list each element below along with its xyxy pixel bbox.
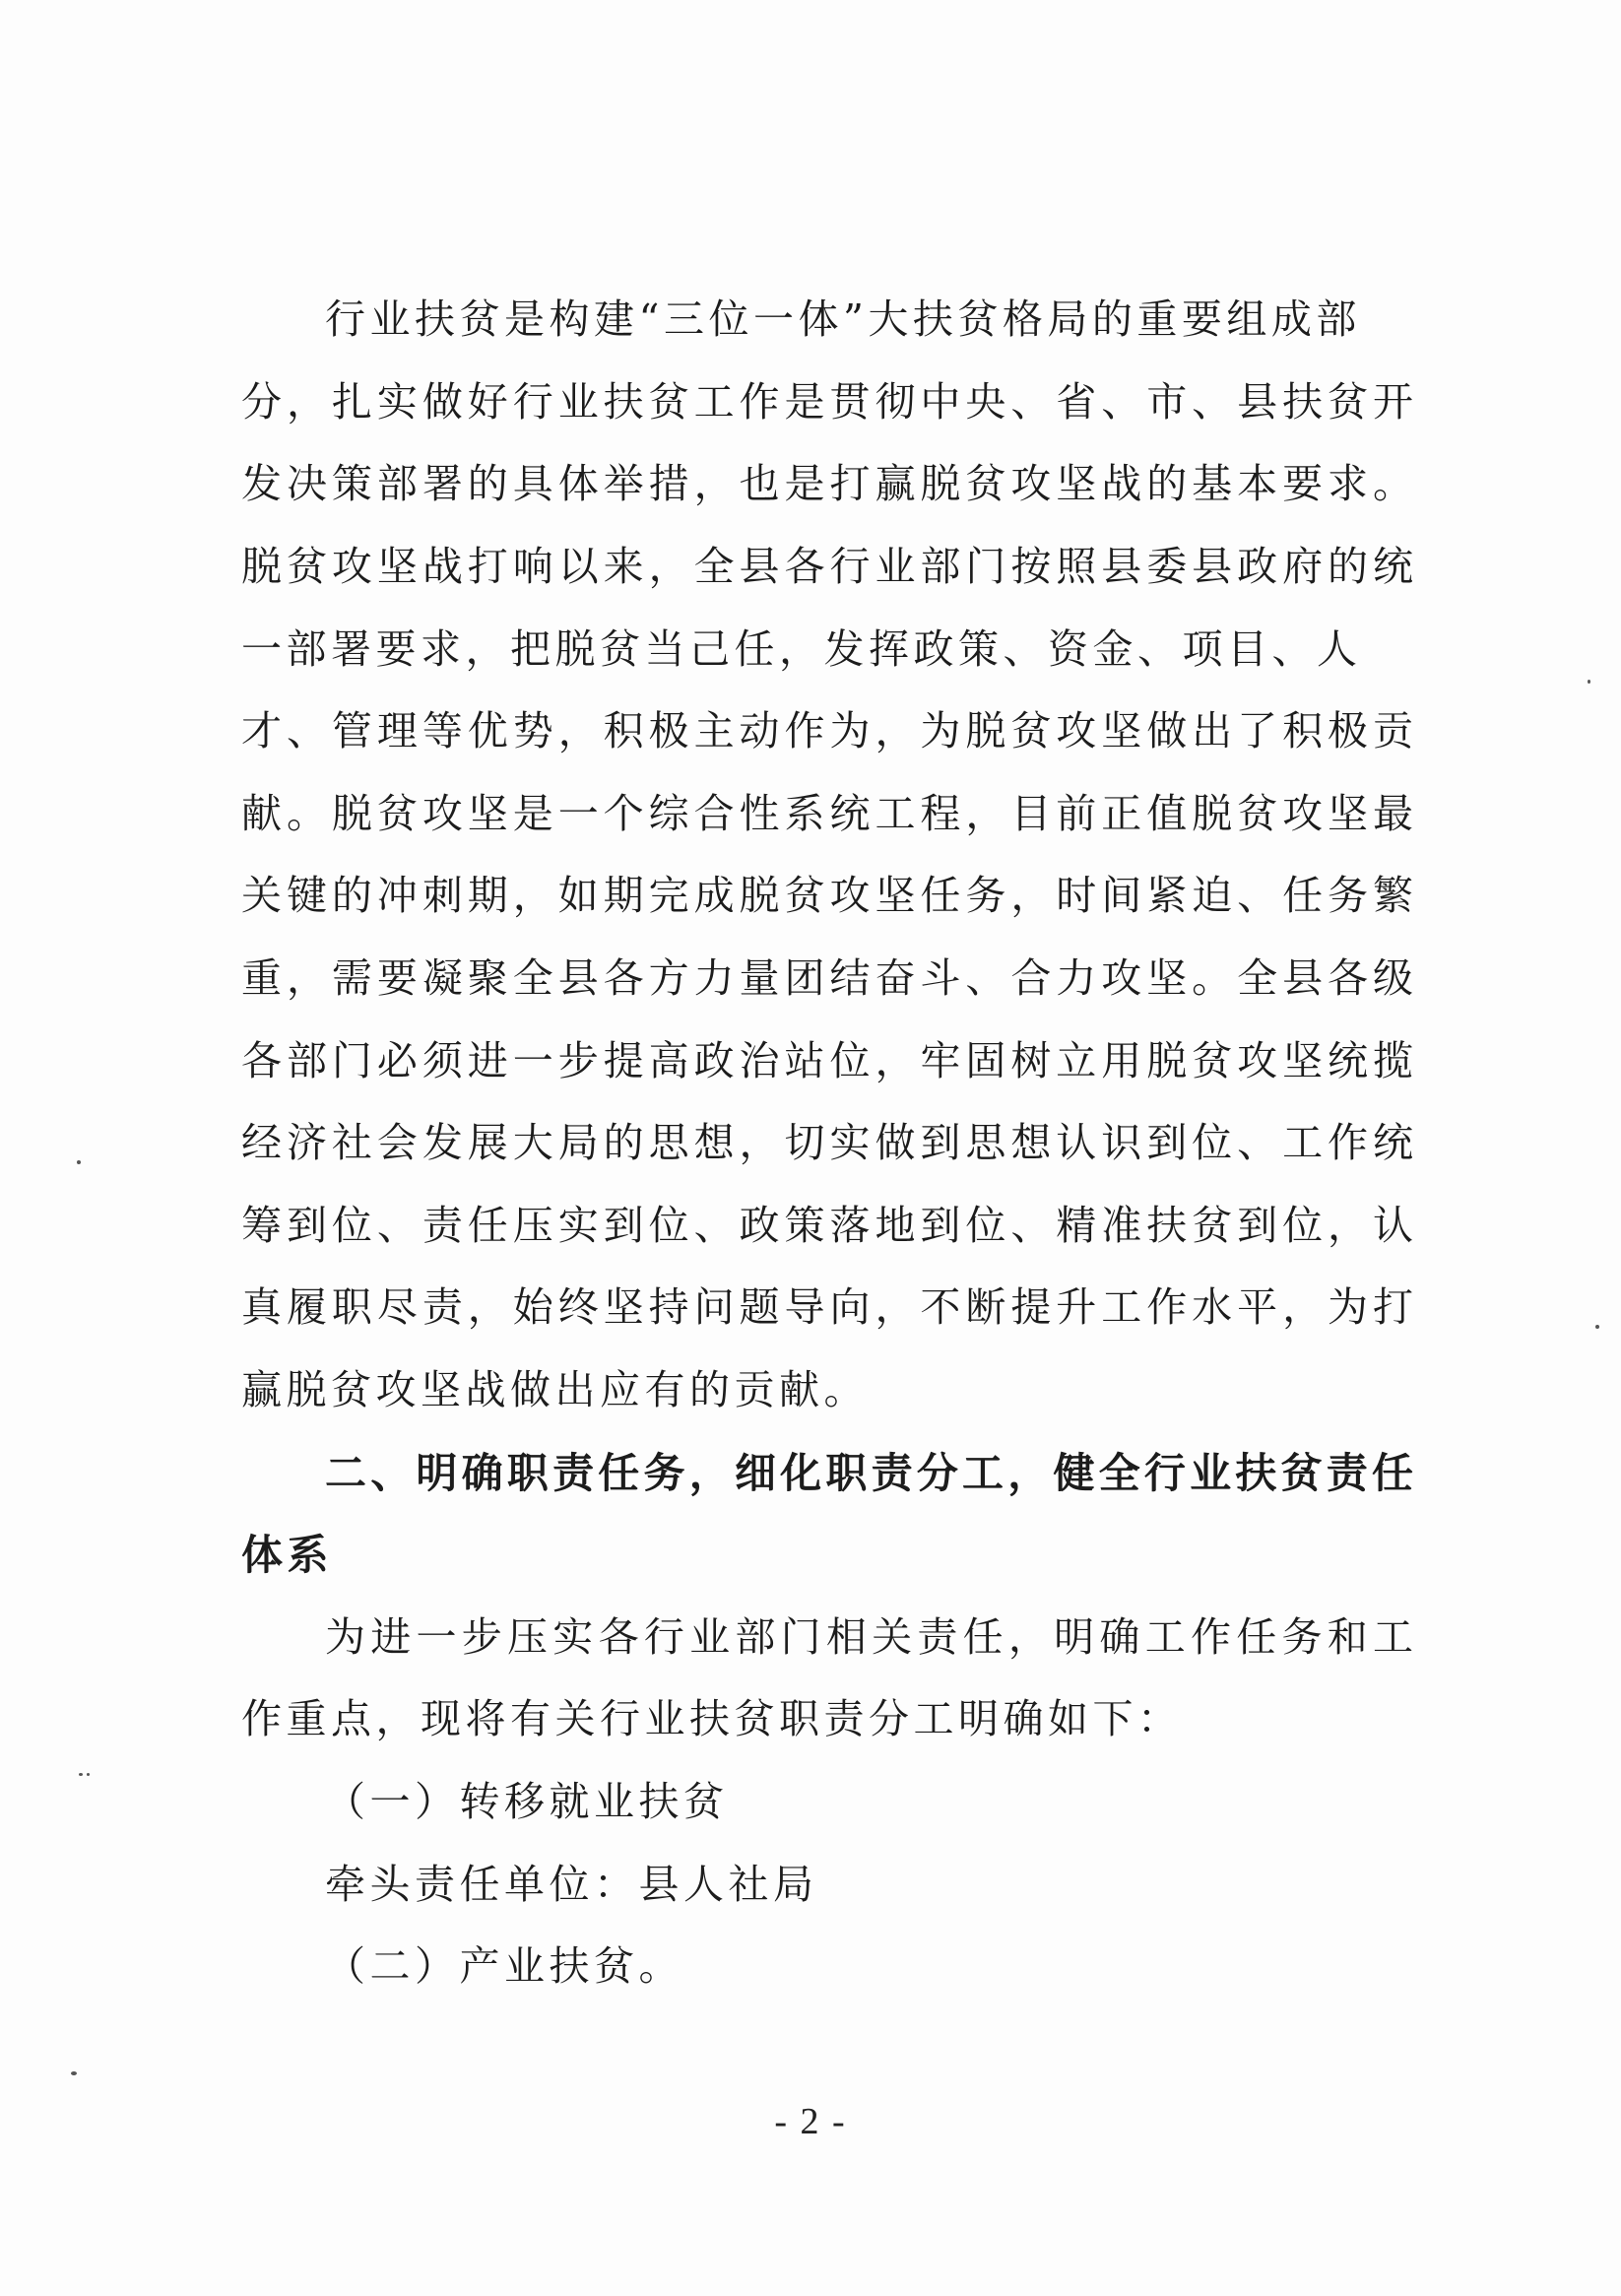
- scan-speck: [87, 1773, 90, 1776]
- section-heading-line-1: 二、明确职责任务，细化职责分工，健全行业扶贫责任: [325, 1449, 1413, 1497]
- section-paragraph-line-1: 为进一步压实各行业部门相关责任，明确工作任务和工: [325, 1613, 1413, 1661]
- intro-line-7: 献。脱贫攻坚是一个综合性系统工程，目前正值脱贫攻坚最: [241, 790, 1413, 837]
- scan-speck: [77, 1160, 81, 1164]
- intro-line-5: 一部署要求，把脱贫当己任，发挥政策、资金、项目、人: [241, 625, 1362, 673]
- page-number: - 2 -: [774, 2101, 847, 2142]
- item-2-title: （二）产业扶贫。: [325, 1942, 683, 1990]
- section-heading-line-2: 体系: [241, 1531, 334, 1579]
- intro-line-2: 分，扎实做好行业扶贫工作是贯彻中央、省、市、县扶贫开: [241, 378, 1413, 426]
- intro-line-14: 赢脱贫攻坚战做出应有的贡献。: [241, 1366, 869, 1413]
- intro-line-12: 筹到位、责任压实到位、政策落地到位、精准扶贫到位，认: [241, 1202, 1413, 1249]
- scan-speck: [1588, 680, 1590, 684]
- item-1-lead-unit: 牵头责任单位：县人社局: [325, 1861, 818, 1908]
- item-1-title: （一）转移就业扶贫: [325, 1778, 729, 1825]
- intro-line-4: 脱贫攻坚战打响以来，全县各行业部门按照县委县政府的统: [241, 543, 1413, 590]
- intro-line-1: 行业扶贫是构建“三位一体”大扶贫格局的重要组成部: [325, 295, 1361, 343]
- intro-line-6: 才、管理等优势，积极主动作为，为脱贫攻坚做出了积极贡: [241, 707, 1413, 754]
- scan-speck: [79, 1773, 83, 1776]
- scan-speck: [1595, 1325, 1599, 1329]
- intro-line-3: 发决策部署的具体举措，也是打赢脱贫攻坚战的基本要求。: [241, 460, 1413, 507]
- intro-line-11: 经济社会发展大局的思想，切实做到思想认识到位、工作统: [241, 1119, 1413, 1166]
- intro-line-13: 真履职尽责，始终坚持问题导向，不断提升工作水平，为打: [241, 1283, 1413, 1331]
- scan-speck: [71, 2071, 77, 2075]
- intro-line-8: 关键的冲刺期，如期完成脱贫攻坚任务，时间紧迫、任务繁: [241, 872, 1413, 919]
- intro-line-10: 各部门必须进一步提高政治站位，牢固树立用脱贫攻坚统揽: [241, 1037, 1413, 1084]
- section-paragraph-line-2: 作重点，现将有关行业扶贫职责分工明确如下：: [241, 1695, 1183, 1742]
- intro-line-9: 重，需要凝聚全县各方力量团结奋斗、合力攻坚。全县各级: [241, 954, 1413, 1002]
